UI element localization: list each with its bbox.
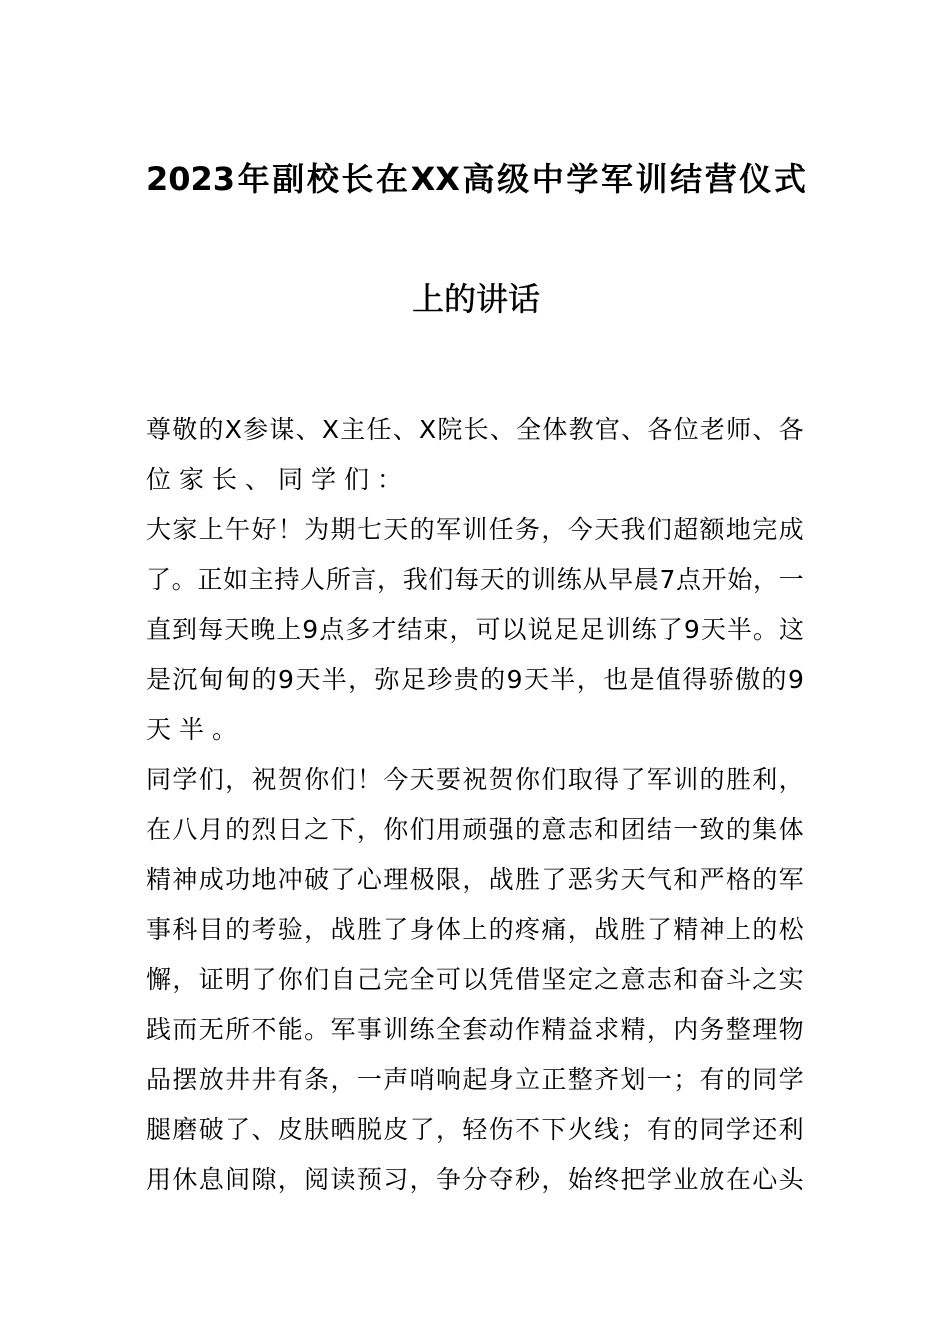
text-line: 在 八 月 的 烈 日 之 下 ， 你 们 用 顽 强 的 意 志 和 团 结 一 致 的 集 体 xyxy=(146,815,804,844)
document-title-line-2: 上的讲话 xyxy=(411,280,540,318)
document-body xyxy=(146,405,804,1205)
text-line: 直 到 每 天 晚 上 9 点 多 才 结 束 ， 可 以 说 足 足 训 练 了 9 天 半 。 这 xyxy=(146,615,804,644)
text-line: 精 神 成 功 地 冲 破 了 心 理 极 限 ， 战 胜 了 恶 劣 天 气 和 严 格 的 军 xyxy=(146,865,804,894)
text-line: 大 家 上 午 好 ！ 为 期 七 天 的 军 训 任 务 ， 今 天 我 们 超 额 地 完 成 xyxy=(146,515,804,544)
text-line: 是 沉 甸 甸 的 9 天 半 ， 弥 足 珍 贵 的 9 天 半 ， 也 是 值 得 骄 傲 的 9 xyxy=(146,665,804,694)
paragraph-salutation xyxy=(146,405,804,505)
text-line: 同 学 们 ， 祝 贺 你 们 ！ 今 天 要 祝 贺 你 们 取 得 了 军 训 的 胜 利 ， xyxy=(146,765,804,794)
text-line: 了 。 正 如 主 持 人 所 言 ， 我 们 每 天 的 训 练 从 早 晨 7 点 开 始 ， 一 xyxy=(146,565,804,594)
text-line: 践 而 无 所 不 能 。 军 事 训 练 全 套 动 作 精 益 求 精 ， 内 务 整 理 物 xyxy=(146,1015,804,1044)
text-line: 用 休 息 间 隙 ， 阅 读 预 习 ， 争 分 夺 秒 ， 始 终 把 学 业 放 在 心 头 xyxy=(146,1165,804,1194)
text-line: 尊 敬 的 X 参 谋 、 X 主 任 、 X 院 长 、 全 体 教 官 、 各 位 老 师 、 各 xyxy=(146,415,804,444)
text-line: 天半。 xyxy=(146,715,246,744)
text-line: 位家长、同学们： xyxy=(146,465,411,494)
paragraph-greeting xyxy=(146,505,804,755)
document-title-line-1: 2023 年 副 校 长 在 XX 高 级 中 学 军 训 结 营 仪 式 xyxy=(146,160,806,198)
paragraph-congratulations xyxy=(146,755,804,1205)
text-line: 事 科 目 的 考 验 ， 战 胜 了 身 体 上 的 疼 痛 ， 战 胜 了 精 神 上 的 松 xyxy=(146,915,804,944)
text-line: 品 摆 放 井 井 有 条 ， 一 声 哨 响 起 身 立 正 整 齐 划 一 ； 有 的 同 学 xyxy=(146,1065,804,1094)
text-line: 懈 ， 证 明 了 你 们 自 己 完 全 可 以 凭 借 坚 定 之 意 志 和 奋 斗 之 实 xyxy=(146,965,804,994)
text-line: 腿 磨 破 了 、 皮 肤 晒 脱 皮 了 ， 轻 伤 不 下 火 线 ； 有 的 同 学 还 利 xyxy=(146,1115,804,1144)
